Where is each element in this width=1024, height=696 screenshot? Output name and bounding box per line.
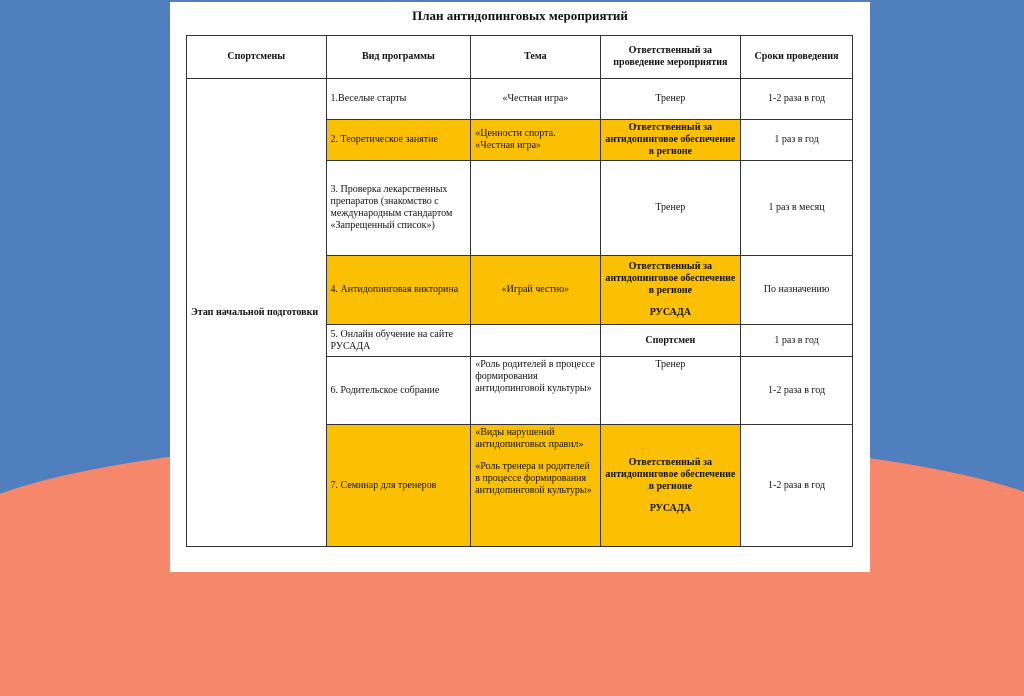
page-title: План антидопинговых мероприятий [412, 8, 628, 23]
header-responsible: Ответственный за проведение мероприятия [600, 36, 741, 79]
program-cell: 6. Родительское собрание [326, 357, 471, 425]
program-cell: 7. Семинар для тренеров [326, 425, 471, 547]
responsible-extra: РУСАДА [649, 307, 691, 318]
term-cell: 1-2 раза в год [741, 425, 853, 547]
responsible-cell [600, 256, 741, 325]
term-cell: 1-2 раза в год [741, 79, 853, 120]
responsible-extra: РУСАДА [649, 502, 691, 514]
stage-cell: Этап начальной подготовки [187, 79, 327, 547]
term-cell: 1 раз в месяц [741, 161, 853, 256]
plan-table [186, 35, 853, 547]
responsible-text: Ответственный за антидопинговое обеспечение в регионе [605, 456, 736, 492]
topic-cell: «Честная игра» [471, 79, 600, 120]
header-program: Вид программы [326, 36, 471, 79]
topic-cell [471, 161, 600, 256]
header-topic: Тема [471, 36, 600, 79]
slide [170, 2, 870, 572]
header-terms: Сроки проведения [741, 36, 853, 79]
topic-extra: «Роль тренера и родителей в процессе формирования антидопинговой культуры» [475, 461, 592, 496]
topic-cell [471, 325, 600, 357]
program-cell: 3. Проверка лекарственных препаратов (знакомство с международным стандартом «Запрещенный список») [326, 161, 471, 256]
program-cell: 2. Теоретическое занятие [326, 120, 471, 161]
header-athletes: Спортсмены [187, 36, 327, 79]
program-cell: 1.Веселые старты [326, 79, 471, 120]
term-cell: 1 раз в год [741, 325, 853, 357]
responsible-cell [600, 425, 741, 547]
topic-cell [471, 425, 600, 547]
term-cell: 1-2 раза в год [741, 357, 853, 425]
term-cell: 1 раз в год [741, 120, 853, 161]
program-cell: 4. Антидопинговая викторина [326, 256, 471, 325]
topic-cell: «Роль родителей в процессе формирования антидопинговой культуры» [471, 357, 600, 425]
topic-cell: «Ценности спорта. «Честная игра» [471, 120, 600, 161]
table-row [187, 79, 853, 120]
program-cell: 5. Онлайн обучение на сайте РУСАДА [326, 325, 471, 357]
responsible-cell: Ответственный за антидопинговое обеспечение в регионе [600, 120, 741, 161]
responsible-text: Ответственный за антидопинговое обеспечение в регионе [605, 261, 736, 296]
responsible-cell: Тренер [600, 79, 741, 120]
term-cell: По назначению [741, 256, 853, 325]
responsible-cell: Спортсмен [600, 325, 741, 357]
responsible-cell: Тренер [600, 357, 741, 425]
topic-cell: «Играй честно» [471, 256, 600, 325]
responsible-cell: Тренер [600, 161, 741, 256]
topic-text: «Виды нарушений антидопинговых правил» [475, 427, 584, 450]
table-header-row [187, 36, 853, 79]
